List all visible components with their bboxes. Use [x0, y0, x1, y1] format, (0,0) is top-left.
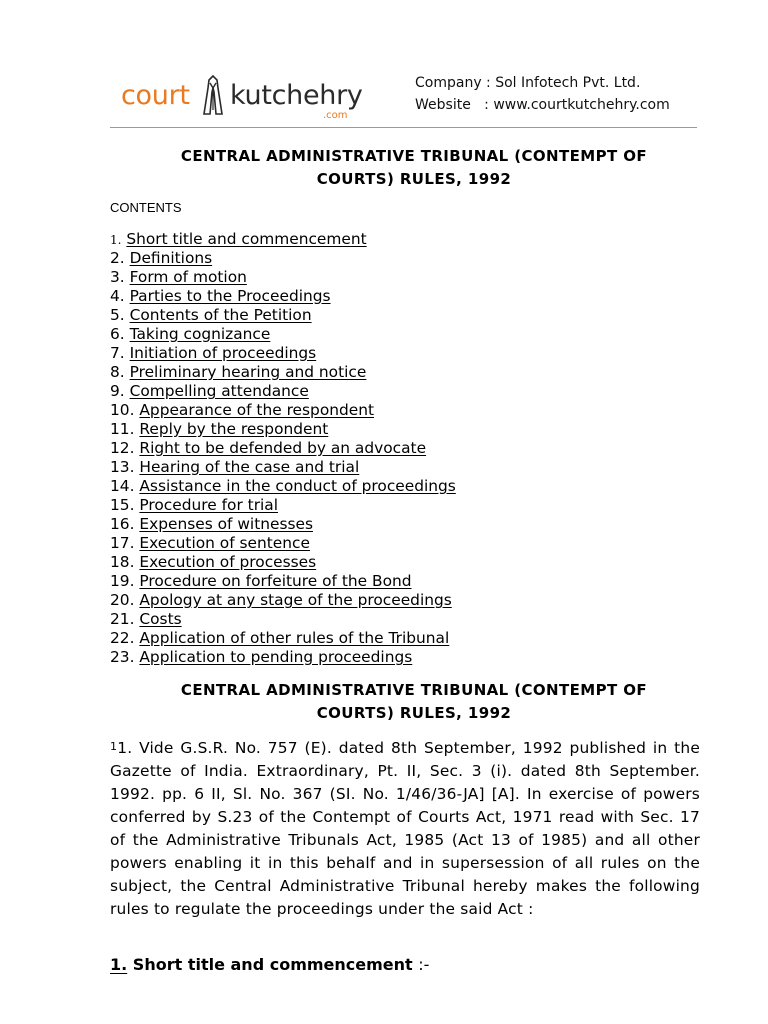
toc-item	[110, 515, 456, 534]
toc-number: 17.	[110, 534, 135, 552]
toc-number: 14.	[110, 477, 135, 495]
toc-number: 11.	[110, 420, 135, 438]
toc-number: 2.	[110, 249, 125, 267]
toc-number: 23.	[110, 648, 135, 666]
toc-link[interactable]: Expenses of witnesses	[139, 515, 313, 533]
advocate-figure-icon	[198, 74, 228, 116]
toc-link[interactable]: Contents of the Petition	[129, 306, 312, 324]
toc-item	[110, 439, 456, 458]
toc-link[interactable]: Taking cognizance	[129, 325, 271, 343]
toc-item	[110, 496, 456, 515]
toc-item	[110, 306, 456, 325]
toc-link[interactable]: Appearance of the respondent	[139, 401, 375, 419]
website-link[interactable]: www.courtkutchehry.com	[493, 97, 670, 113]
section-title: Short title and commencement	[132, 955, 413, 974]
toc-link[interactable]: Application to pending proceedings	[139, 648, 413, 666]
toc-link[interactable]: Initiation of proceedings	[129, 344, 317, 362]
toc-item	[110, 401, 456, 420]
toc-item	[110, 629, 456, 648]
toc-item	[110, 477, 456, 496]
logo-com-text: .com	[323, 110, 348, 121]
footnote-marker[interactable]: 1	[110, 740, 118, 753]
section-1-heading	[110, 955, 429, 974]
toc-item	[110, 382, 456, 401]
toc-item	[110, 572, 456, 591]
toc-number: 6.	[110, 325, 125, 343]
toc-link[interactable]: Procedure on forfeiture of the Bond	[139, 572, 412, 590]
toc-link[interactable]: Compelling attendance	[129, 382, 309, 400]
website-label: Website	[415, 97, 471, 113]
toc-link[interactable]: Apology at any stage of the proceedings	[139, 591, 452, 609]
toc-link[interactable]: Preliminary hearing and notice	[129, 363, 367, 381]
toc-number: 18.	[110, 553, 135, 571]
logo-kutchehry-text: kutchehry	[230, 80, 363, 111]
title-line-1: CENTRAL ADMINISTRATIVE TRIBUNAL (CONTEMPT OF	[180, 147, 648, 165]
toc-number: 22.	[110, 629, 135, 647]
toc-item	[110, 287, 456, 306]
toc-number: 4.	[110, 287, 125, 305]
toc-number: 5.	[110, 306, 125, 324]
toc-link[interactable]: Short title and commencement	[126, 230, 367, 248]
section-number-link[interactable]: 1.	[110, 955, 128, 974]
toc-item	[110, 363, 456, 382]
intro-text: 1. Vide G.S.R. No. 757 (E). dated 8th September, 1992 published in the Gazette of India. Extraordinary, Pt. II, Sec. 3 (i). dated 8th September. 1992. pp. 6 II, Sl. No. 367 (SI. No. 1/46/36-JA] [A]. In exercise of powers conferred by S.23 of the Contempt of Courts Act, 1971 read with Sec. 17 of the Administrative Tribunals Act, 1985 (Act 13 of 1985) and all other powers enabling it in this behalf and in supersession of all rules on the subject, the Central Administrative Tribunal hereby makes the following rules to regulate the proceedings under the said Act :	[110, 739, 700, 918]
toc-number: 19.	[110, 572, 135, 590]
toc-item	[110, 249, 456, 268]
toc-link[interactable]: Execution of processes	[139, 553, 317, 571]
toc-link[interactable]: Application of other rules of the Tribunal	[139, 629, 450, 647]
toc-number: 20.	[110, 591, 135, 609]
header-divider	[110, 127, 697, 128]
table-of-contents	[110, 230, 456, 667]
contents-label: CONTENTS	[110, 200, 182, 215]
toc-link[interactable]: Parties to the Proceedings	[129, 287, 331, 305]
toc-item	[110, 344, 456, 363]
company-label: Company	[415, 75, 482, 91]
toc-item	[110, 230, 456, 249]
page-header	[0, 0, 768, 130]
document-title-repeat	[110, 679, 718, 725]
title-line-2: COURTS) RULES, 1992	[316, 704, 512, 722]
toc-item	[110, 325, 456, 344]
intro-paragraph	[110, 737, 700, 921]
toc-number: 12.	[110, 439, 135, 457]
toc-link[interactable]: Reply by the respondent	[139, 420, 329, 438]
toc-number: 1.	[110, 233, 122, 247]
toc-item	[110, 648, 456, 667]
toc-item	[110, 458, 456, 477]
toc-number: 7.	[110, 344, 125, 362]
title-line-1: CENTRAL ADMINISTRATIVE TRIBUNAL (CONTEMPT OF	[180, 681, 648, 699]
toc-item	[110, 534, 456, 553]
website-row: Website : www.courtkutchehry.com	[415, 97, 670, 113]
toc-item	[110, 268, 456, 287]
toc-link[interactable]: Right to be defended by an advocate	[139, 439, 427, 457]
company-info	[415, 72, 670, 116]
toc-item	[110, 610, 456, 629]
toc-number: 16.	[110, 515, 135, 533]
toc-link[interactable]: Procedure for trial	[139, 496, 279, 514]
title-line-2: COURTS) RULES, 1992	[316, 170, 512, 188]
toc-link[interactable]: Assistance in the conduct of proceedings	[139, 477, 456, 495]
toc-number: 10.	[110, 401, 135, 419]
toc-number: 15.	[110, 496, 135, 514]
toc-item	[110, 420, 456, 439]
toc-link[interactable]: Costs	[139, 610, 182, 628]
toc-link[interactable]: Hearing of the case and trial	[139, 458, 360, 476]
toc-number: 3.	[110, 268, 125, 286]
logo-court-text: court	[121, 80, 190, 111]
section-suffix: :-	[418, 955, 430, 974]
document-title	[110, 145, 718, 191]
toc-item	[110, 591, 456, 610]
company-value: Sol Infotech Pvt. Ltd.	[495, 75, 641, 91]
toc-link[interactable]: Definitions	[129, 249, 213, 267]
toc-link[interactable]: Form of motion	[129, 268, 247, 286]
company-row: Company : Sol Infotech Pvt. Ltd.	[415, 75, 641, 91]
toc-link[interactable]: Execution of sentence	[139, 534, 310, 552]
toc-number: 13.	[110, 458, 135, 476]
toc-number: 9.	[110, 382, 125, 400]
toc-item	[110, 553, 456, 572]
toc-number: 21.	[110, 610, 135, 628]
toc-number: 8.	[110, 363, 125, 381]
